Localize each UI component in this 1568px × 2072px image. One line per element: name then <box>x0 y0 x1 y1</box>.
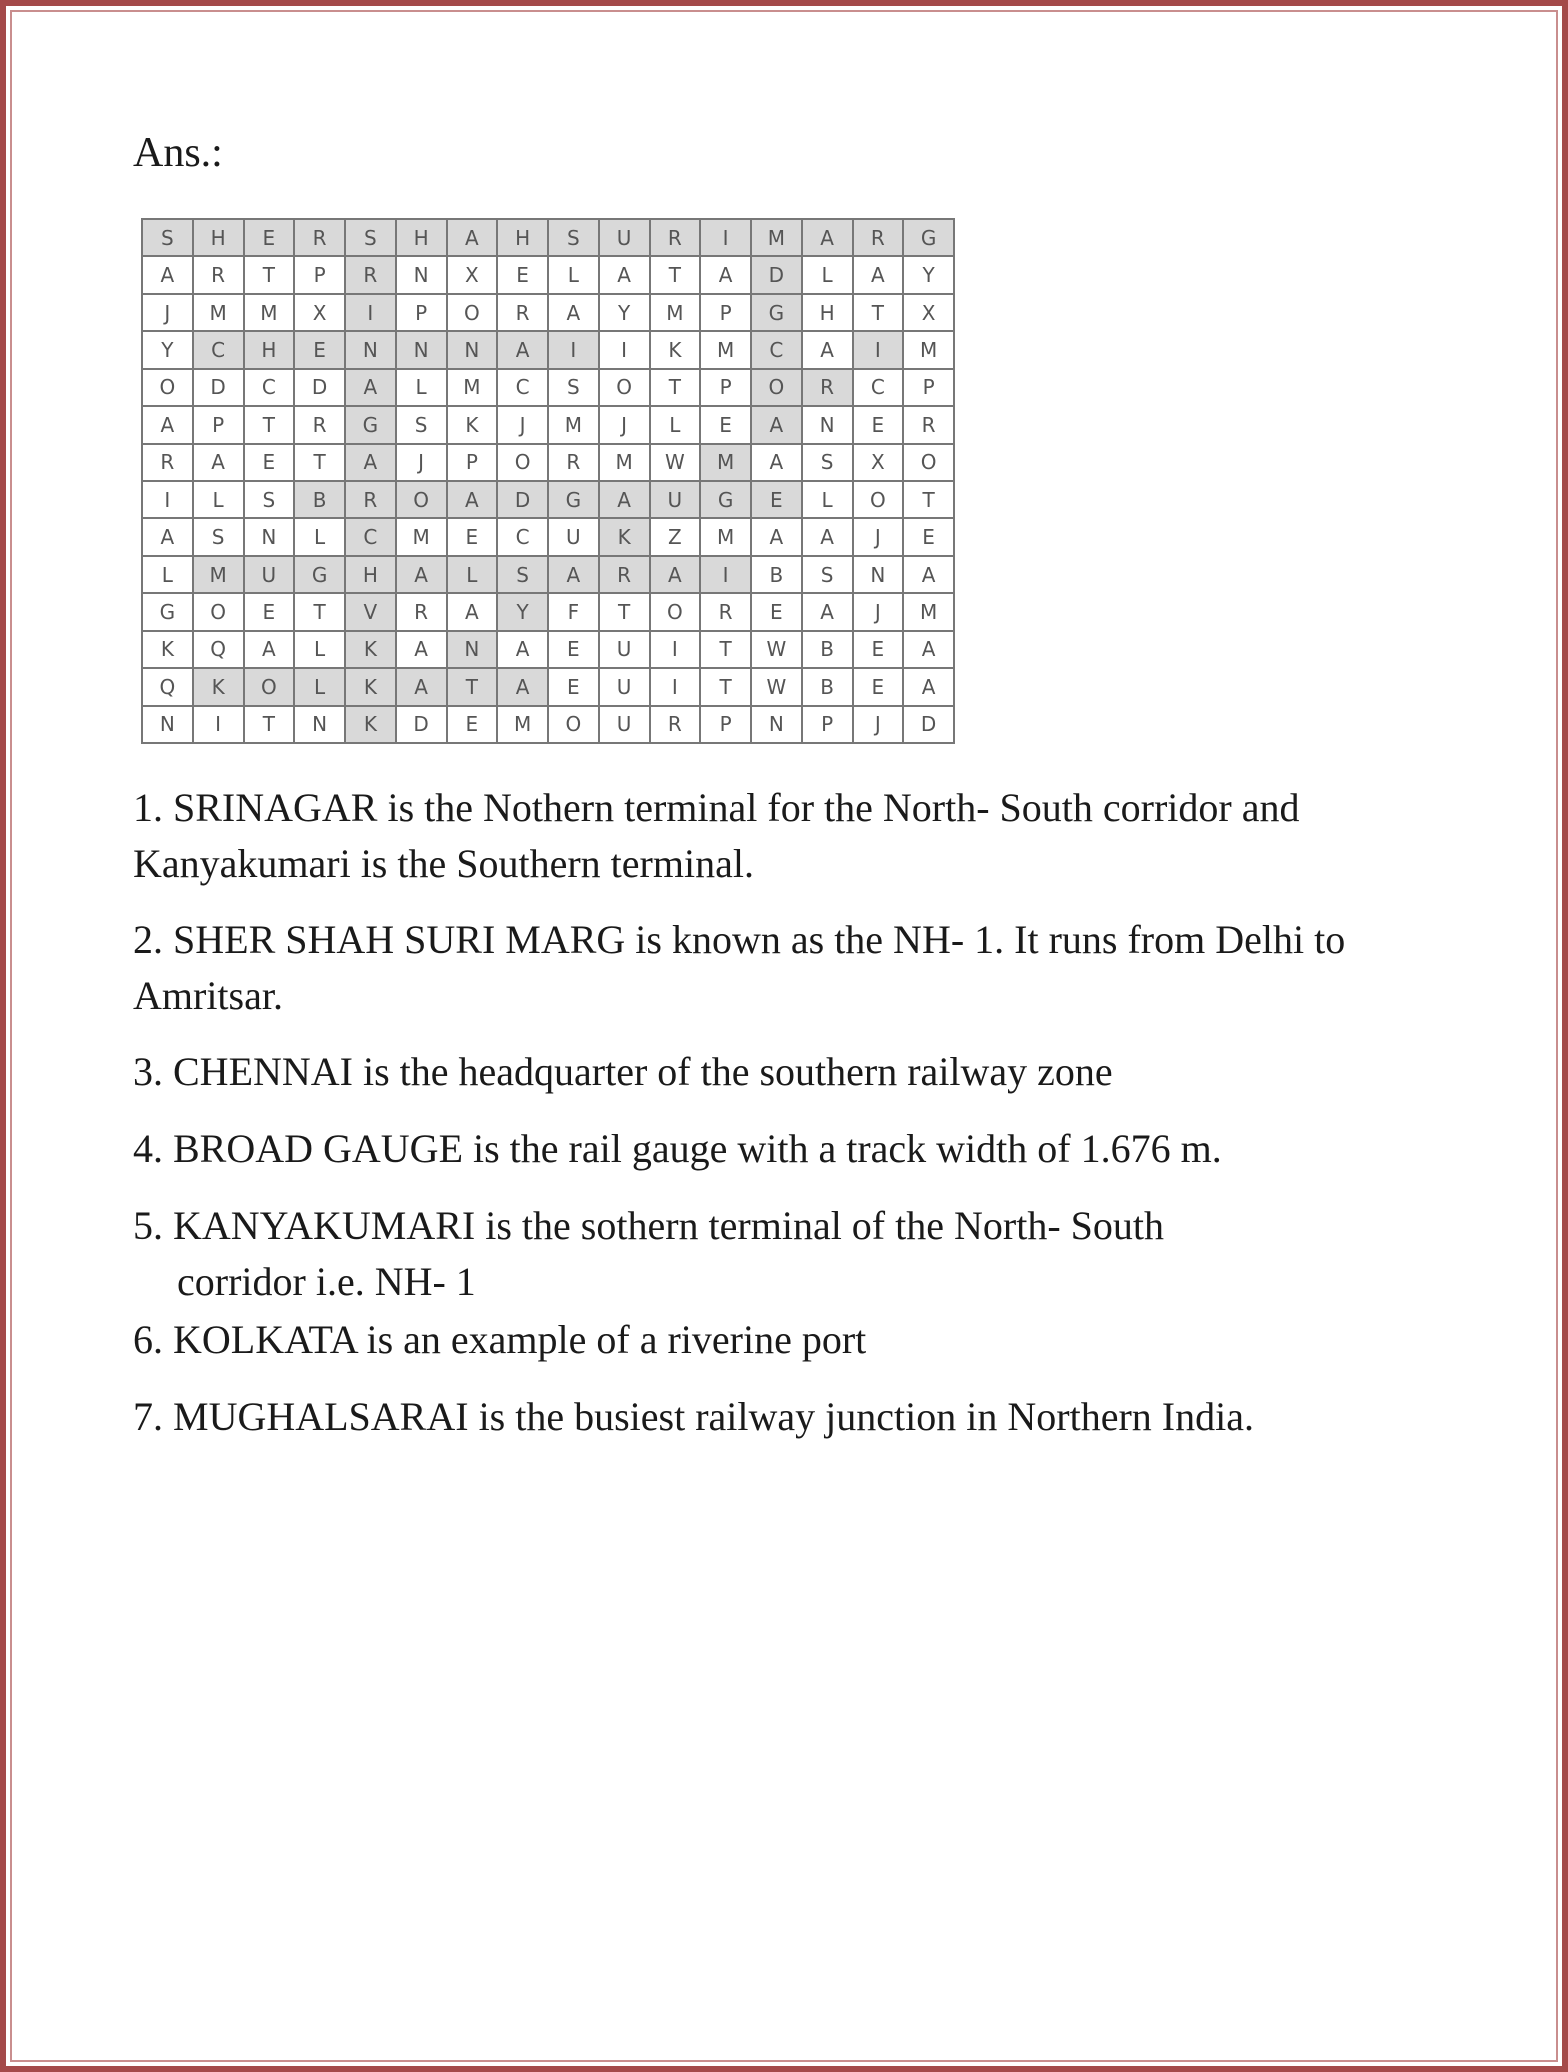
grid-cell: R <box>651 220 702 257</box>
grid-cell: A <box>904 557 955 594</box>
grid-cell: A <box>752 519 803 556</box>
grid-cell: H <box>346 557 397 594</box>
grid-cell: L <box>651 407 702 444</box>
grid-cell: T <box>245 407 296 444</box>
grid-cell: R <box>803 370 854 407</box>
grid-cell: L <box>295 519 346 556</box>
grid-cell: B <box>295 482 346 519</box>
grid-cell: M <box>701 332 752 369</box>
grid-cell: A <box>498 669 549 706</box>
grid-cell: K <box>346 632 397 669</box>
grid-cell: C <box>245 370 296 407</box>
answer-5 <box>133 1198 1164 1310</box>
grid-cell: U <box>549 519 600 556</box>
answer-4: 4. BROAD GAUGE is the rail gauge with a track width of 1.676 m. <box>133 1126 1222 1171</box>
grid-cell: H <box>498 220 549 257</box>
grid-cell: R <box>295 407 346 444</box>
grid-cell: A <box>803 594 854 631</box>
grid-cell: E <box>448 707 499 744</box>
grid-cell: N <box>143 707 194 744</box>
grid-cell: S <box>549 220 600 257</box>
grid-cell: P <box>194 407 245 444</box>
grid-cell: O <box>752 370 803 407</box>
grid-cell: O <box>651 594 702 631</box>
grid-cell: N <box>397 332 448 369</box>
answer-3: 3. CHENNAI is the headquarter of the southern railway zone <box>133 1049 1113 1094</box>
grid-cell: P <box>295 257 346 294</box>
grid-cell: J <box>854 707 905 744</box>
grid-cell: I <box>194 707 245 744</box>
grid-cell: H <box>803 295 854 332</box>
grid-cell: E <box>245 220 296 257</box>
grid-cell: D <box>397 707 448 744</box>
grid-cell: R <box>295 220 346 257</box>
grid-cell: A <box>397 669 448 706</box>
grid-cell: I <box>600 332 651 369</box>
grid-cell: H <box>194 220 245 257</box>
grid-cell: J <box>498 407 549 444</box>
grid-cell: W <box>752 669 803 706</box>
grid-cell: M <box>701 519 752 556</box>
grid-cell: N <box>854 557 905 594</box>
grid-cell: A <box>803 332 854 369</box>
grid-cell: E <box>498 257 549 294</box>
grid-cell: A <box>549 295 600 332</box>
grid-cell: A <box>904 669 955 706</box>
grid-cell: N <box>397 257 448 294</box>
grid-cell: L <box>549 257 600 294</box>
grid-cell: S <box>346 220 397 257</box>
grid-cell: T <box>295 594 346 631</box>
grid-cell: T <box>854 295 905 332</box>
grid-cell: E <box>295 332 346 369</box>
grid-cell: A <box>549 557 600 594</box>
grid-cell: B <box>803 669 854 706</box>
grid-cell: K <box>651 332 702 369</box>
grid-cell: E <box>448 519 499 556</box>
grid-cell: I <box>143 482 194 519</box>
grid-cell: P <box>701 707 752 744</box>
grid-cell: C <box>194 332 245 369</box>
grid-cell: A <box>346 370 397 407</box>
grid-cell: L <box>143 557 194 594</box>
grid-cell: R <box>346 257 397 294</box>
grid-cell: I <box>346 295 397 332</box>
grid-cell: Q <box>143 669 194 706</box>
grid-cell: S <box>245 482 296 519</box>
grid-cell: X <box>904 295 955 332</box>
grid-cell: S <box>803 557 854 594</box>
grid-cell: T <box>701 669 752 706</box>
grid-cell: D <box>295 370 346 407</box>
grid-cell: S <box>194 519 245 556</box>
grid-cell: E <box>854 669 905 706</box>
grid-cell: A <box>245 632 296 669</box>
grid-cell: C <box>752 332 803 369</box>
grid-cell: M <box>701 445 752 482</box>
grid-cell: M <box>549 407 600 444</box>
grid-cell: L <box>803 257 854 294</box>
grid-cell: D <box>904 707 955 744</box>
grid-cell: A <box>803 519 854 556</box>
grid-cell: A <box>701 257 752 294</box>
grid-cell: D <box>194 370 245 407</box>
grid-cell: G <box>752 295 803 332</box>
grid-cell: I <box>701 220 752 257</box>
grid-cell: E <box>701 407 752 444</box>
grid-cell: C <box>498 519 549 556</box>
grid-cell: A <box>346 445 397 482</box>
grid-cell: T <box>651 370 702 407</box>
grid-cell: P <box>803 707 854 744</box>
grid-cell: J <box>854 519 905 556</box>
grid-cell: A <box>143 407 194 444</box>
grid-cell: E <box>549 669 600 706</box>
grid-cell: R <box>346 482 397 519</box>
grid-cell: A <box>448 220 499 257</box>
grid-cell: O <box>498 445 549 482</box>
grid-cell: N <box>752 707 803 744</box>
grid-cell: R <box>397 594 448 631</box>
grid-cell: G <box>295 557 346 594</box>
grid-cell: R <box>651 707 702 744</box>
grid-cell: U <box>600 707 651 744</box>
grid-cell: C <box>498 370 549 407</box>
grid-cell: Y <box>904 257 955 294</box>
grid-cell: U <box>600 220 651 257</box>
grid-cell: R <box>600 557 651 594</box>
grid-cell: I <box>549 332 600 369</box>
answer-2: 2. SHER SHAH SURI MARG is known as the NH- 1. It runs from Delhi to Amritsar. <box>133 917 1346 1018</box>
grid-cell: U <box>245 557 296 594</box>
grid-cell: E <box>854 407 905 444</box>
grid-cell: A <box>498 632 549 669</box>
grid-cell: W <box>752 632 803 669</box>
grid-cell: T <box>651 257 702 294</box>
grid-cell: C <box>346 519 397 556</box>
grid-cell: K <box>600 519 651 556</box>
grid-cell: R <box>854 220 905 257</box>
word-search-grid <box>141 218 955 744</box>
grid-cell: A <box>651 557 702 594</box>
grid-cell: I <box>651 669 702 706</box>
grid-cell: E <box>854 632 905 669</box>
grid-cell: W <box>651 445 702 482</box>
grid-cell: L <box>295 632 346 669</box>
grid-cell: X <box>448 257 499 294</box>
grid-cell: M <box>448 370 499 407</box>
grid-cell: T <box>600 594 651 631</box>
grid-cell: R <box>549 445 600 482</box>
grid-cell: P <box>448 445 499 482</box>
grid-cell: O <box>854 482 905 519</box>
grid-cell: S <box>397 407 448 444</box>
answer-1: 1. SRINAGAR is the Nothern terminal for the North- South corridor and Kanyakumari is the Southern terminal. <box>133 785 1300 886</box>
grid-cell: K <box>448 407 499 444</box>
grid-cell: G <box>346 407 397 444</box>
grid-cell: N <box>346 332 397 369</box>
grid-cell: N <box>295 707 346 744</box>
grid-cell: L <box>194 482 245 519</box>
grid-cell: Z <box>651 519 702 556</box>
grid-cell: S <box>498 557 549 594</box>
grid-cell: O <box>245 669 296 706</box>
grid-cell: S <box>803 445 854 482</box>
grid-cell: K <box>346 669 397 706</box>
grid-cell: G <box>549 482 600 519</box>
grid-cell: O <box>397 482 448 519</box>
grid-cell: J <box>854 594 905 631</box>
grid-cell: A <box>752 407 803 444</box>
grid-cell: S <box>143 220 194 257</box>
grid-cell: E <box>245 594 296 631</box>
grid-cell: A <box>397 557 448 594</box>
grid-cell: K <box>143 632 194 669</box>
grid-cell: M <box>498 707 549 744</box>
grid-cell: O <box>194 594 245 631</box>
grid-cell: T <box>904 482 955 519</box>
grid-cell: K <box>194 669 245 706</box>
grid-cell: I <box>701 557 752 594</box>
grid-cell: E <box>752 482 803 519</box>
grid-cell: M <box>651 295 702 332</box>
grid-cell: E <box>549 632 600 669</box>
grid-cell: L <box>448 557 499 594</box>
grid-cell: M <box>194 557 245 594</box>
grid-cell: A <box>803 220 854 257</box>
grid-cell: R <box>194 257 245 294</box>
grid-cell: A <box>904 632 955 669</box>
grid-cell: T <box>245 707 296 744</box>
grid-cell: R <box>498 295 549 332</box>
grid-cell: A <box>600 257 651 294</box>
answer-heading: Ans.: <box>133 130 223 176</box>
grid-cell: P <box>397 295 448 332</box>
grid-cell: U <box>651 482 702 519</box>
grid-cell: T <box>701 632 752 669</box>
answer-5-line-2: corridor i.e. NH- 1 <box>177 1259 476 1304</box>
grid-cell: O <box>549 707 600 744</box>
grid-cell: M <box>397 519 448 556</box>
grid-cell: A <box>600 482 651 519</box>
grid-cell: S <box>549 370 600 407</box>
grid-cell: Y <box>600 295 651 332</box>
grid-cell: A <box>752 445 803 482</box>
grid-cell: U <box>600 632 651 669</box>
grid-cell: A <box>854 257 905 294</box>
grid-cell: J <box>143 295 194 332</box>
grid-cell: M <box>194 295 245 332</box>
grid-cell: T <box>245 257 296 294</box>
grid-cell: E <box>904 519 955 556</box>
grid-cell: N <box>448 332 499 369</box>
grid-cell: A <box>143 257 194 294</box>
grid-cell: L <box>295 669 346 706</box>
grid-cell: O <box>600 370 651 407</box>
grid-cell: U <box>600 669 651 706</box>
grid-cell: K <box>346 707 397 744</box>
grid-cell: R <box>701 594 752 631</box>
grid-cell: N <box>448 632 499 669</box>
answer-6: 6. KOLKATA is an example of a riverine port <box>133 1317 867 1362</box>
grid-cell: R <box>143 445 194 482</box>
grid-cell: I <box>854 332 905 369</box>
grid-cell: V <box>346 594 397 631</box>
grid-cell: J <box>600 407 651 444</box>
grid-cell: H <box>245 332 296 369</box>
grid-cell: B <box>803 632 854 669</box>
grid-cell: E <box>752 594 803 631</box>
grid-cell: B <box>752 557 803 594</box>
grid-cell: X <box>854 445 905 482</box>
grid-cell: M <box>752 220 803 257</box>
grid-cell: N <box>803 407 854 444</box>
grid-cell: A <box>448 594 499 631</box>
grid-cell: M <box>600 445 651 482</box>
grid-cell: G <box>904 220 955 257</box>
grid-cell: P <box>701 295 752 332</box>
grid-cell: Y <box>498 594 549 631</box>
answer-7: 7. MUGHALSARAI is the busiest railway junction in Northern India. <box>133 1394 1254 1439</box>
grid-cell: J <box>397 445 448 482</box>
grid-cell: L <box>803 482 854 519</box>
grid-cell: A <box>143 519 194 556</box>
grid-cell: O <box>904 445 955 482</box>
grid-cell: G <box>701 482 752 519</box>
grid-cell: A <box>194 445 245 482</box>
grid-cell: O <box>143 370 194 407</box>
grid-cell: C <box>854 370 905 407</box>
grid-cell: G <box>143 594 194 631</box>
grid-cell: M <box>245 295 296 332</box>
grid-cell: N <box>245 519 296 556</box>
grid-cell: P <box>701 370 752 407</box>
grid-cell: A <box>448 482 499 519</box>
grid-cell: M <box>904 594 955 631</box>
grid-cell: O <box>448 295 499 332</box>
grid-cell: T <box>448 669 499 706</box>
grid-cell: D <box>752 257 803 294</box>
grid-cell: F <box>549 594 600 631</box>
grid-cell: A <box>498 332 549 369</box>
grid-cell: Y <box>143 332 194 369</box>
grid-cell: H <box>397 220 448 257</box>
grid-cell: A <box>397 632 448 669</box>
grid-cell: L <box>397 370 448 407</box>
grid-cell: I <box>651 632 702 669</box>
grid-cell: P <box>904 370 955 407</box>
grid-cell: T <box>295 445 346 482</box>
grid-cell: M <box>904 332 955 369</box>
grid-cell: X <box>295 295 346 332</box>
answer-5-line-1: 5. KANYAKUMARI is the sothern terminal of the North- South <box>133 1203 1164 1248</box>
grid-cell: Q <box>194 632 245 669</box>
grid-cell: D <box>498 482 549 519</box>
grid-cell: E <box>245 445 296 482</box>
grid-cell: R <box>904 407 955 444</box>
